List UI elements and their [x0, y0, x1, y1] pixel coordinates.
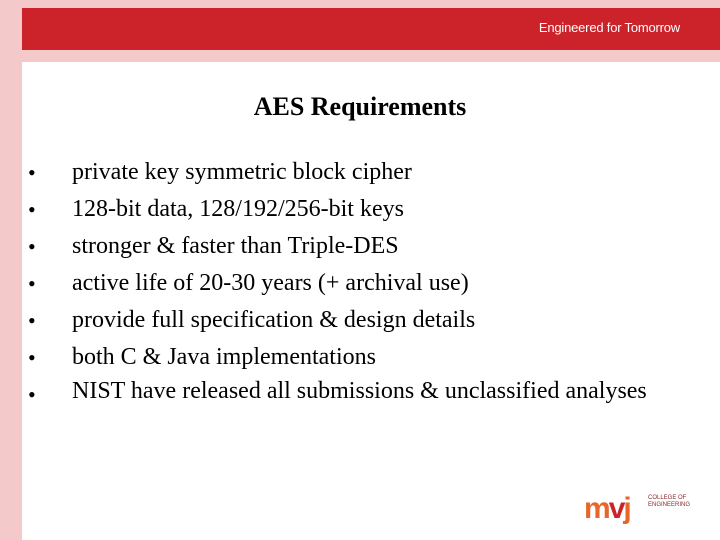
bullet-icon: • — [28, 345, 36, 370]
slide-title: AES Requirements — [253, 92, 467, 121]
bullet-item — [28, 191, 678, 228]
header-tagline: Engineered for Tomorrow — [538, 20, 680, 35]
bullet-item — [28, 339, 678, 376]
logo-text — [648, 495, 708, 509]
bullet-icon: • — [28, 160, 36, 185]
bullet-item — [28, 376, 678, 407]
bullet-item — [28, 154, 678, 191]
bullet-text: NIST have released all submissions & unclassified analyses — [72, 378, 647, 404]
logo-line1: COLLEGE OF — [648, 495, 687, 501]
bullet-item — [28, 228, 678, 265]
bullet-item — [28, 265, 678, 302]
header-top-strip — [0, 0, 720, 8]
bullet-icon: • — [28, 308, 36, 333]
bullet-text: stronger & faster than Triple-DES — [72, 233, 399, 259]
logo-mark: mvj — [584, 492, 630, 525]
bullet-item — [28, 302, 678, 339]
bullet-text: 128-bit data, 128/192/256-bit keys — [72, 196, 404, 222]
bullet-text: provide full specification & design details — [72, 307, 476, 333]
bullet-icon: • — [28, 234, 36, 259]
left-accent-bar — [0, 0, 22, 540]
logo-line2: ENGINEERING — [648, 502, 691, 508]
bullet-icon: • — [28, 271, 36, 296]
bullet-text: both C & Java implementations — [72, 344, 376, 370]
bullet-list — [28, 154, 678, 407]
bullet-text: active life of 20-30 years (+ archival use) — [72, 270, 469, 296]
bullet-icon: • — [28, 382, 36, 407]
header-shadow-strip — [22, 50, 720, 62]
bullet-icon: • — [28, 197, 36, 222]
bullet-text: private key symmetric block cipher — [72, 159, 412, 185]
